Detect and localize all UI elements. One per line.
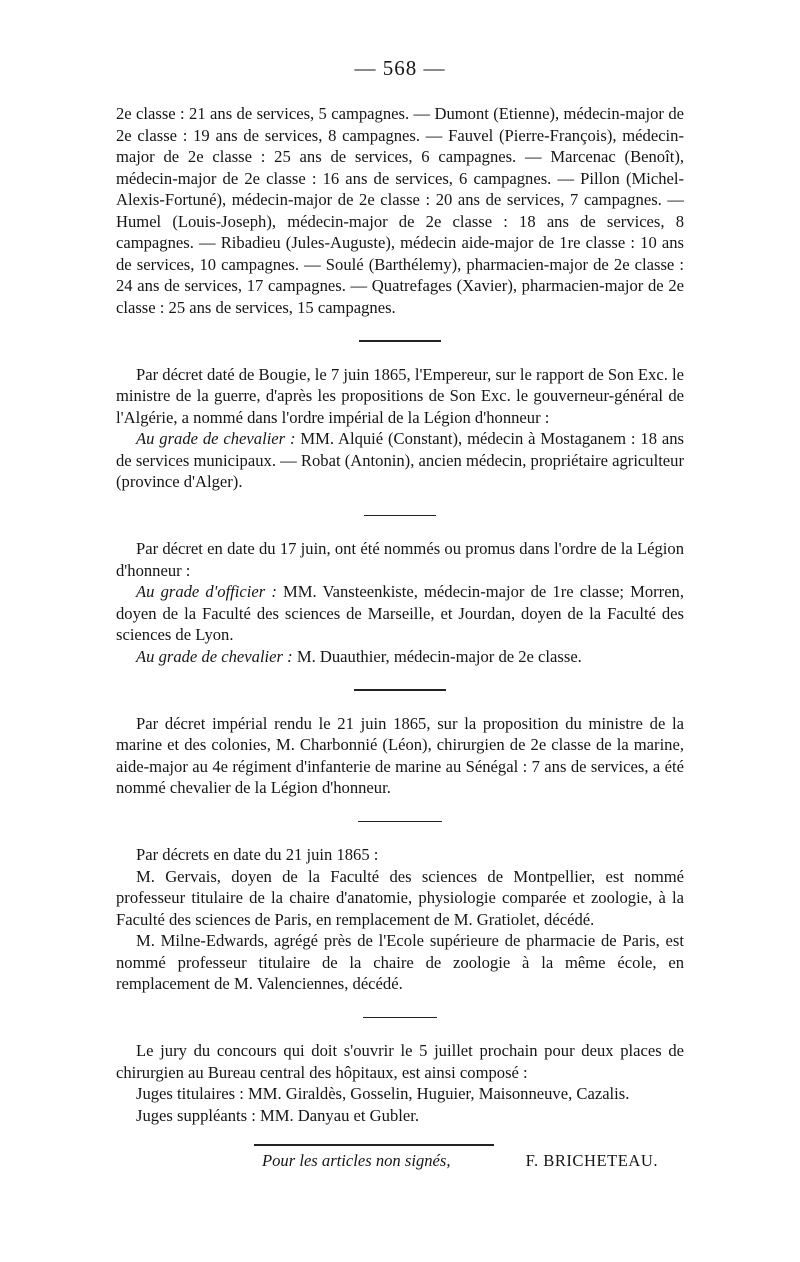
grade-label: Au grade de chevalier : [136, 646, 293, 666]
document-page [116, 56, 684, 1172]
paragraph-promotions-list: 2e classe : 21 ans de services, 5 campagnes. — Dumont (Etienne), médecin-major de 2e classe : 19 ans de services, 8 campagnes. — Fauvel (Pierre-François), médecin-major de 2e classe : 25 ans de services, 6 campagnes. — Marcenac (Benoît), médecin-major de 2e classe : 16 ans de services, 6 campagnes. — Pillon (Michel-Alexis-Fortuné), médecin-major de 2e classe : 20 ans de services, 7 campagnes. — Humel (Louis-Joseph), médecin-major de 2e classe : 18 ans de services, 8 campagnes. — Ribadieu (Jules-Auguste), médecin aide-major de 1re classe : 10 ans de services, 10 campagnes. — Soulé (Barthélemy), pharmacien-major de 2e classe : 24 ans de services, 17 campagnes. — Quatrefages (Xavier), pharmacien-major de 2e classe : 25 ans de services, 15 campagnes. [116, 104, 684, 317]
grade-text: MM. Vansteenkiste, médecin-major de 1re classe; Morren, doyen de la Faculté des sciences de Marseille, et Jourdan, doyen de la Faculté des sciences de Lyon. [116, 582, 685, 645]
paragraph-decret-marine: Par décret impérial rendu le 21 juin 1865, sur la proposition du ministre de la marine et des colonies, M. Charbonnié (Léon), chirurgien de 2e classe de la marine, aide-major au 4e régiment d'infanterie de marine au Sénégal : 7 ans de services, a été nommé chevalier de la Légion d'honneur. [116, 713, 684, 798]
section-divider [363, 1017, 437, 1019]
signature-line [116, 1150, 684, 1172]
grade-label: Au grade d'officier : [136, 582, 277, 602]
juges-titulaires: Juges titulaires : MM. Giraldès, Gosselin, Huguier, Maisonneuve, Cazalis. [136, 1084, 630, 1104]
grade-text: MM. Alquié (Constant), médecin à Mostaganem : 18 ans de services municipaux. — Robat (Antonin), ancien médecin, propriétaire agriculteur (province d'Alger). [116, 429, 684, 492]
paragraph-grade-chevalier [116, 646, 684, 668]
paragraph-decret-17-juin: Par décret en date du 17 juin, ont été nommés ou promus dans l'ordre de la Légion d'honneur : [116, 539, 684, 580]
paragraph-decret-bougie: Par décret daté de Bougie, le 7 juin 1865, l'Empereur, sur le rapport de Son Exc. le ministre de la guerre, d'après les propositions de Son Exc. le gouverneur-général de l'Algérie, a nommé dans l'ordre impérial de la Légion d'honneur : [116, 364, 684, 427]
signature-note: Pour les articles non signés, [262, 1150, 451, 1170]
section-divider [354, 689, 446, 691]
paragraph-grade-chevalier-algerie [116, 428, 684, 493]
grade-text: M. Duauthier, médecin-major de 2e classe. [292, 646, 582, 666]
signature-name: F. BRICHETEAU. [525, 1150, 658, 1170]
section-divider [359, 340, 441, 342]
paragraph-gervais: M. Gervais, doyen de la Faculté des sciences de Montpellier, est nommé professeur titulaire de la chaire d'anatomie, physiologie comparée et zoologie, à la Faculté des sciences de Paris, en remplacement de M. Gratiolet, décédé. [116, 866, 684, 929]
section-divider [358, 821, 442, 823]
juges-suppleants: Juges suppléants : MM. Danyau et Gubler. [136, 1105, 419, 1125]
page-number: — 568 — [354, 56, 446, 80]
paragraph-jury-concours: Le jury du concours qui doit s'ouvrir le 5 juillet prochain pour deux places de chirurgien au Bureau central des hôpitaux, est ainsi composé : [116, 1041, 684, 1082]
paragraph-grade-officier [116, 581, 684, 646]
signature-divider [254, 1144, 494, 1145]
grade-label: Au grade de chevalier : [136, 429, 296, 449]
section-divider [364, 515, 436, 517]
paragraph-decrets-21-juin: Par décrets en date du 21 juin 1865 : [136, 845, 379, 865]
paragraph-milne-edwards: M. Milne-Edwards, agrégé près de l'Ecole supérieure de pharmacie de Paris, est nommé professeur titulaire de la chaire de zoologie à la même école, en remplacement de M. Valenciennes, décédé. [116, 931, 684, 994]
